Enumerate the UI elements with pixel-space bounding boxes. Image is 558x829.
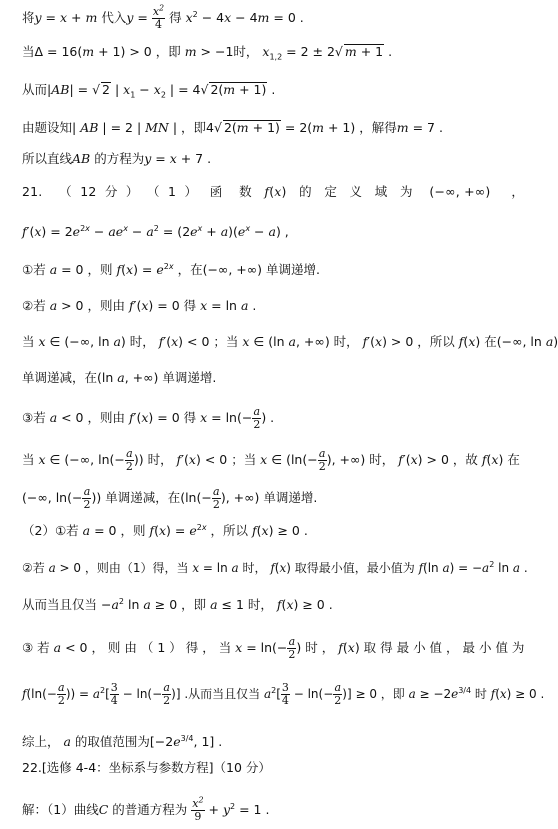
line-1: 将y = x + m 代入y = $\frac{x^2}{4}$ 得 $x^2 - 4x - 4m = 0$ .: [22, 3, 304, 31]
line-16: ②若 a > 0 ，则由（1）得，当 x = ln a 时， f(x) 取得最小值，最小值为 f(ln $a) = -a^2$ ln a .: [22, 560, 528, 575]
line-4: 由题设知| AB | = 2 | MN | ，即4√ 2(m + 1) = 2(m + 1) ，解得m = 7 .: [22, 120, 443, 135]
line-7: $f'(x) = 2e^{2x} - ae^x - a^2 = (2e^x + a)(e^x - a)$ ,: [22, 223, 289, 239]
line-8: ①若 a = 0 ，则 $f(x) = e^{2x}$ ，在(−∞, +∞) 单调递增.: [22, 261, 321, 277]
line-19: f(ln(− $\frac{a}{2}$ )) = $a^2$[ $\frac{3}{4}$ − ln(− $\frac{a}{2}$ )] .从而当且仅当 $a^2$[ $\frac{3}{4}$ − ln(− $\frac{a}{2}$ )] ≥ 0 ，即 $a \ge -2e^{3/4}$ 时 f(x) ≥ 0 .: [22, 681, 545, 707]
line-21: 22.[选修 4-4：坐标系与参数方程]（10 分）: [22, 760, 271, 775]
line-9: ②若 a > 0 ，则由 f′(x) = 0 得 x = ln a .: [22, 298, 257, 313]
line-14: (−∞, ln(− $\frac{a}{2}$ )) 单调递减，在(ln(− $\frac{a}{2}$ ), +∞) 单调递增.: [22, 485, 318, 511]
line-5: 所以直线AB 的方程为y = x + 7 .: [22, 151, 212, 166]
line-10: 当 x ∈ (−∞, ln a) 时， f′(x) < 0 ；当 x ∈ (ln a, +∞) 时， f′(x) > 0 ，所以 f(x) 在(−∞, ln a): [22, 334, 558, 349]
line-11: 单调递减，在(ln a, +∞) 单调递增.: [22, 370, 217, 385]
line-12: ③若 a < 0 ，则由 f′(x) = 0 得 x = ln(− $\frac{a}{2}$ ) .: [22, 405, 275, 431]
line-18: ③ 若 a < 0 ， 则 由 （ 1 ） 得 ， 当 x = ln(− $\frac{a}{2}$ ) 时 ， f(x) 取 得 最 小 值 ， 最 小 值 为: [22, 635, 525, 661]
line-13: 当 x ∈ (−∞, ln(− $\frac{a}{2}$ )) 时， f′(x) < 0 ；当 x ∈ (ln(− $\frac{a}{2}$ ), +∞) 时， f′(x) > 0 ，故 f(x) 在: [22, 447, 520, 473]
line-20: 综上， a 的取值范围为[$-2e^{3/4}$, 1] .: [22, 733, 223, 749]
line-17: 从而当且仅当 $-a^2$ ln a ≥ 0 ，即 a ≤ 1 时， f(x) ≥ 0 .: [22, 596, 333, 612]
line-3: 从而|AB| = √ 2 | $x_1 - x_2$ | = 4√ 2(m + 1) .: [22, 82, 276, 100]
line-2: 当Δ = 16(m + 1) > 0 ，即 m > −1时， $x_{1,2} = 2 \pm 2√$ m + 1 .: [22, 44, 393, 62]
line-6: 21. （ 12 分 ） （ 1 ） 函 数 f(x) 的 定 义 域 为 (−∞, +∞) ，: [22, 184, 525, 199]
line-15: （2）①若 a = 0 ，则 $f(x) = e^{2x}$ ，所以 f(x) ≥ 0 .: [22, 522, 308, 538]
line-22: 解：（1）曲线C 的普通方程为 $\frac{x^2}{9}$ + $y^2 = 1$ .: [22, 795, 270, 823]
